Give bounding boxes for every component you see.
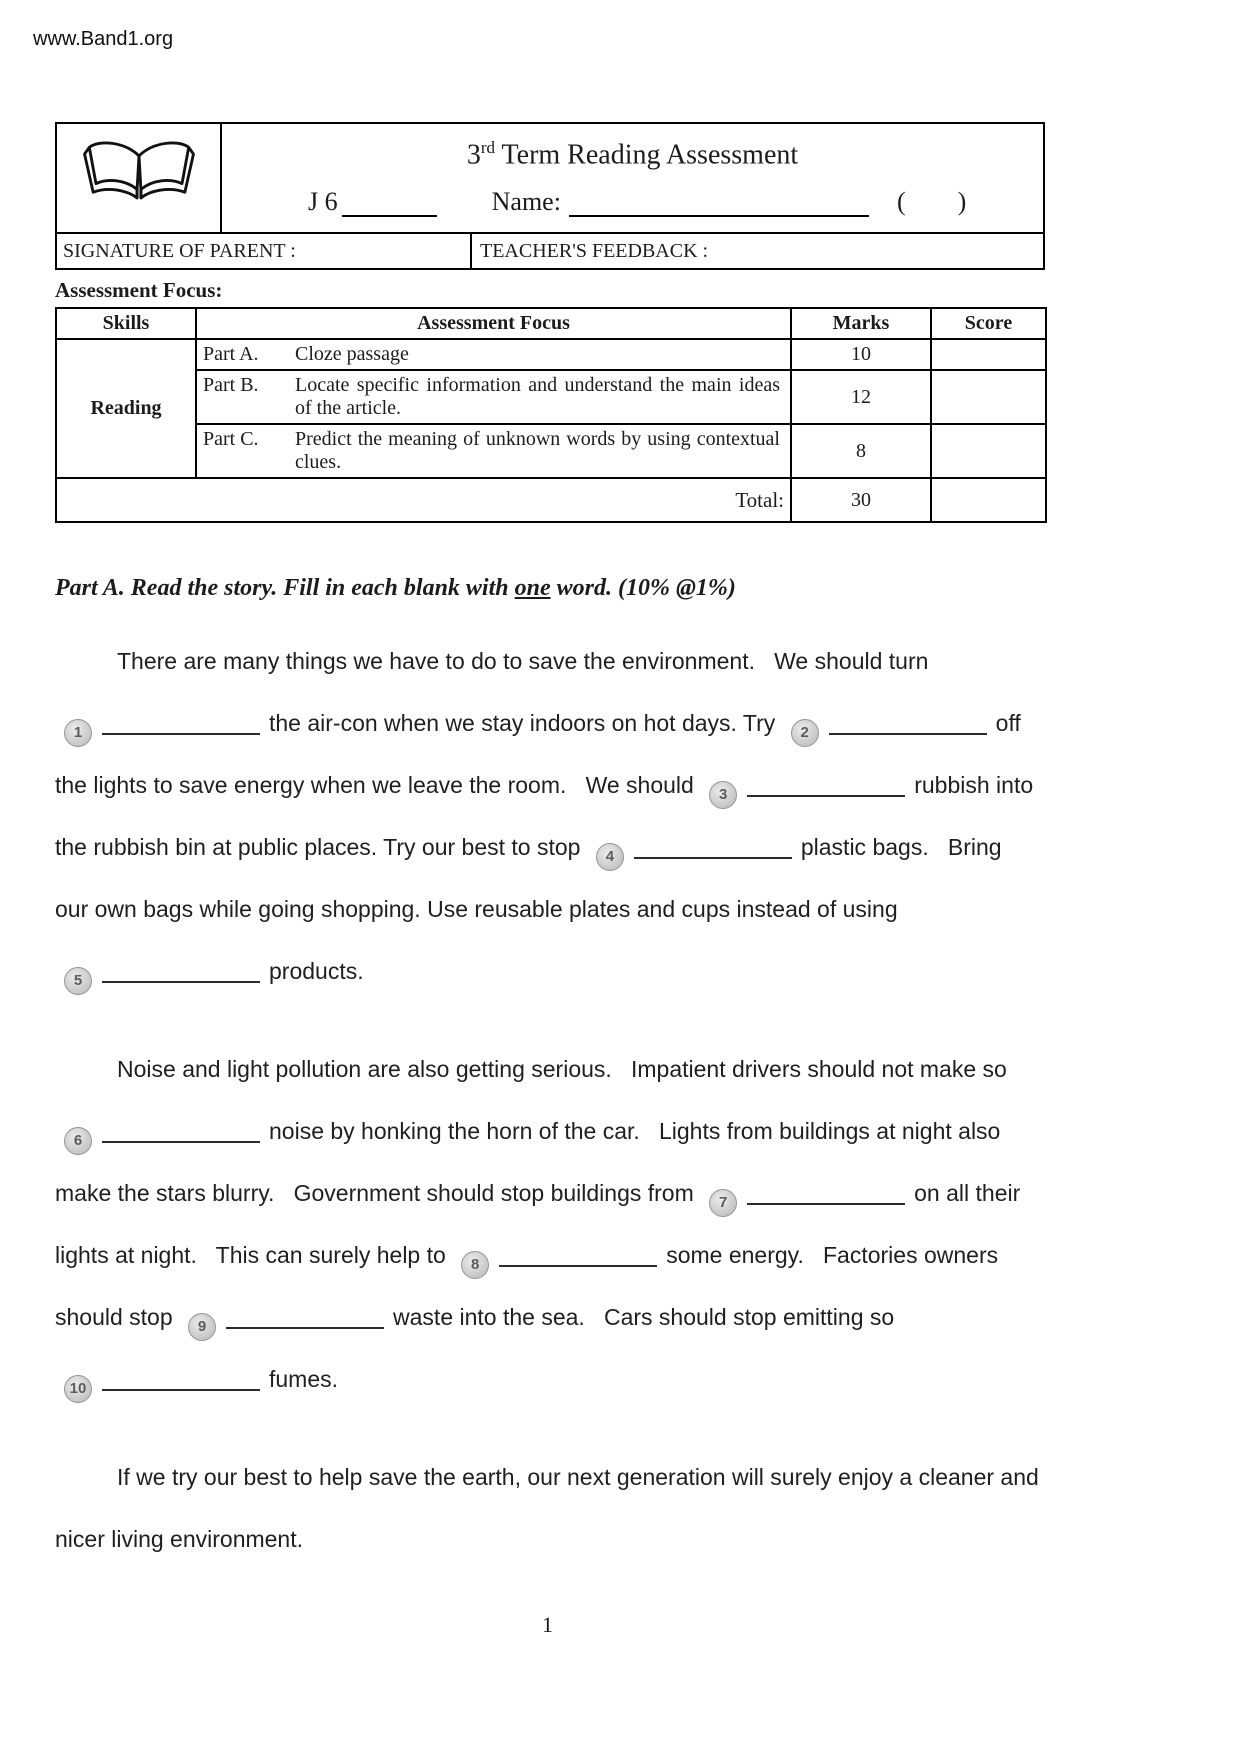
skill-cell: Reading	[56, 339, 196, 478]
col-header-skills: Skills	[56, 308, 196, 339]
paragraph-2	[55, 1038, 1040, 1410]
blank-8-number: 8	[461, 1251, 489, 1279]
blank-6[interactable]	[64, 1118, 260, 1149]
header-box	[55, 122, 1045, 270]
blank-2-number: 2	[791, 719, 819, 747]
part-b-score	[931, 370, 1046, 424]
part-a-desc: Cloze passage	[295, 343, 409, 365]
text-run: off the lights to save energy when we leave the room. We should	[55, 710, 1021, 798]
text-run: fumes.	[269, 1366, 339, 1392]
total-label: Total:	[56, 478, 791, 522]
blank-7[interactable]	[709, 1180, 905, 1211]
blank-9-line[interactable]	[226, 1305, 384, 1329]
blank-7-line[interactable]	[747, 1181, 905, 1205]
blank-4[interactable]	[596, 834, 792, 865]
text-run: on all their lights at night. This can surely help to	[55, 1180, 1021, 1268]
table-row-part-c	[56, 424, 1046, 478]
text-run: the air-con when we stay indoors on hot days. Try	[269, 710, 776, 736]
blank-10-line[interactable]	[102, 1367, 260, 1391]
title-text: Term Reading Assessment	[495, 139, 799, 171]
col-header-focus: Assessment Focus	[196, 308, 791, 339]
title-number: 3	[466, 139, 481, 171]
blank-1-number: 1	[64, 719, 92, 747]
blank-4-line[interactable]	[634, 835, 792, 859]
heading-pre: Part A. Read the story. Fill in each blank with	[55, 575, 515, 601]
page-title	[240, 138, 1025, 171]
paren-close: )	[957, 187, 967, 217]
blank-2[interactable]	[791, 710, 987, 741]
page-number: 1	[542, 1612, 553, 1637]
blank-4-number: 4	[596, 843, 624, 871]
class-number-parens	[897, 187, 966, 217]
table-row-part-a	[56, 339, 1046, 370]
watermark: www.Band1.org	[33, 28, 174, 50]
heading-underlined-word: one	[514, 575, 551, 601]
part-c-desc-cell	[196, 424, 791, 478]
focus-table-header-row	[56, 308, 1046, 339]
part-c-label: Part C.	[203, 428, 259, 450]
paragraph-3	[55, 1446, 1040, 1570]
blank-6-line[interactable]	[102, 1119, 260, 1143]
class-code-line[interactable]	[342, 187, 437, 217]
blank-10[interactable]	[64, 1366, 260, 1397]
class-code-label: J 6	[308, 187, 338, 217]
blank-1[interactable]	[64, 710, 260, 741]
col-header-marks: Marks	[791, 308, 931, 339]
blank-6-number: 6	[64, 1127, 92, 1155]
name-label: Name:	[491, 187, 561, 217]
heading-post: word. (10% @1%)	[550, 575, 736, 601]
text-run: plastic bags. Bring our own bags while going shopping. Use reusable plates and cups instead of using	[55, 834, 1002, 922]
class-name-line	[240, 187, 1025, 217]
col-header-score: Score	[931, 308, 1046, 339]
part-a-label: Part A.	[203, 343, 259, 365]
part-c-marks: 8	[791, 424, 931, 478]
blank-8-line[interactable]	[499, 1243, 657, 1267]
blank-7-number: 7	[709, 1189, 737, 1217]
table-row-total	[56, 478, 1046, 522]
title-area	[222, 124, 1043, 232]
logo-cell	[57, 124, 222, 232]
blank-5[interactable]	[64, 958, 260, 989]
text-run: waste into the sea. Cars should stop emitting so	[393, 1304, 895, 1330]
blank-2-line[interactable]	[829, 711, 987, 735]
blank-10-number: 10	[64, 1375, 92, 1403]
name-line[interactable]	[569, 187, 869, 217]
total-score	[931, 478, 1046, 522]
part-b-marks: 12	[791, 370, 931, 424]
header-top-row	[57, 124, 1043, 234]
blank-3[interactable]	[709, 772, 905, 803]
assessment-focus-table	[55, 307, 1047, 523]
assessment-focus-label: Assessment Focus:	[55, 278, 223, 302]
teacher-feedback-cell[interactable]	[472, 234, 1043, 268]
total-marks: 30	[791, 478, 931, 522]
text-run: If we try our best to help save the earth, our next generation will surely enjoy a cleaner and nicer living environment.	[55, 1464, 1039, 1552]
book-icon	[80, 133, 198, 224]
teacher-feedback-label: TEACHER'S FEEDBACK :	[480, 239, 709, 262]
blank-9[interactable]	[188, 1304, 384, 1335]
blank-8[interactable]	[461, 1242, 657, 1273]
part-a-score	[931, 339, 1046, 370]
table-row-part-b	[56, 370, 1046, 424]
blank-1-line[interactable]	[102, 711, 260, 735]
blank-9-number: 9	[188, 1313, 216, 1341]
text-run: Noise and light pollution are also getting serious. Impatient drivers should not make so	[117, 1056, 1007, 1082]
title-ordinal: rd	[480, 138, 495, 157]
paren-open: (	[896, 187, 906, 217]
text-run: rubbish into the rubbish bin at public places. Try our best to stop	[55, 772, 1034, 860]
part-c-desc: Predict the meaning of unknown words by using contextual clues.	[295, 428, 780, 473]
text-run: some energy. Factories owners should stop	[55, 1242, 999, 1330]
part-b-desc: Locate specific information and understand the main ideas of the article.	[295, 374, 780, 419]
parent-signature-label: SIGNATURE OF PARENT :	[63, 239, 296, 262]
part-c-score	[931, 424, 1046, 478]
header-bottom-row	[57, 234, 1043, 268]
part-b-desc-cell	[196, 370, 791, 424]
text-run: noise by honking the horn of the car. Lights from buildings at night also make the stars blurry. Government should stop buildings from	[55, 1118, 1001, 1206]
blank-3-number: 3	[709, 781, 737, 809]
part-a-marks: 10	[791, 339, 931, 370]
part-a-desc-cell	[196, 339, 791, 370]
blank-3-line[interactable]	[747, 773, 905, 797]
text-run: products.	[269, 958, 364, 984]
text-run: There are many things we have to do to save the environment. We should turn	[117, 648, 929, 674]
part-a-heading	[55, 575, 1045, 602]
blank-5-line[interactable]	[102, 959, 260, 983]
part-b-label: Part B.	[203, 374, 259, 396]
parent-signature-cell[interactable]	[57, 234, 472, 268]
paragraph-1	[55, 630, 1040, 1002]
blank-5-number: 5	[64, 967, 92, 995]
